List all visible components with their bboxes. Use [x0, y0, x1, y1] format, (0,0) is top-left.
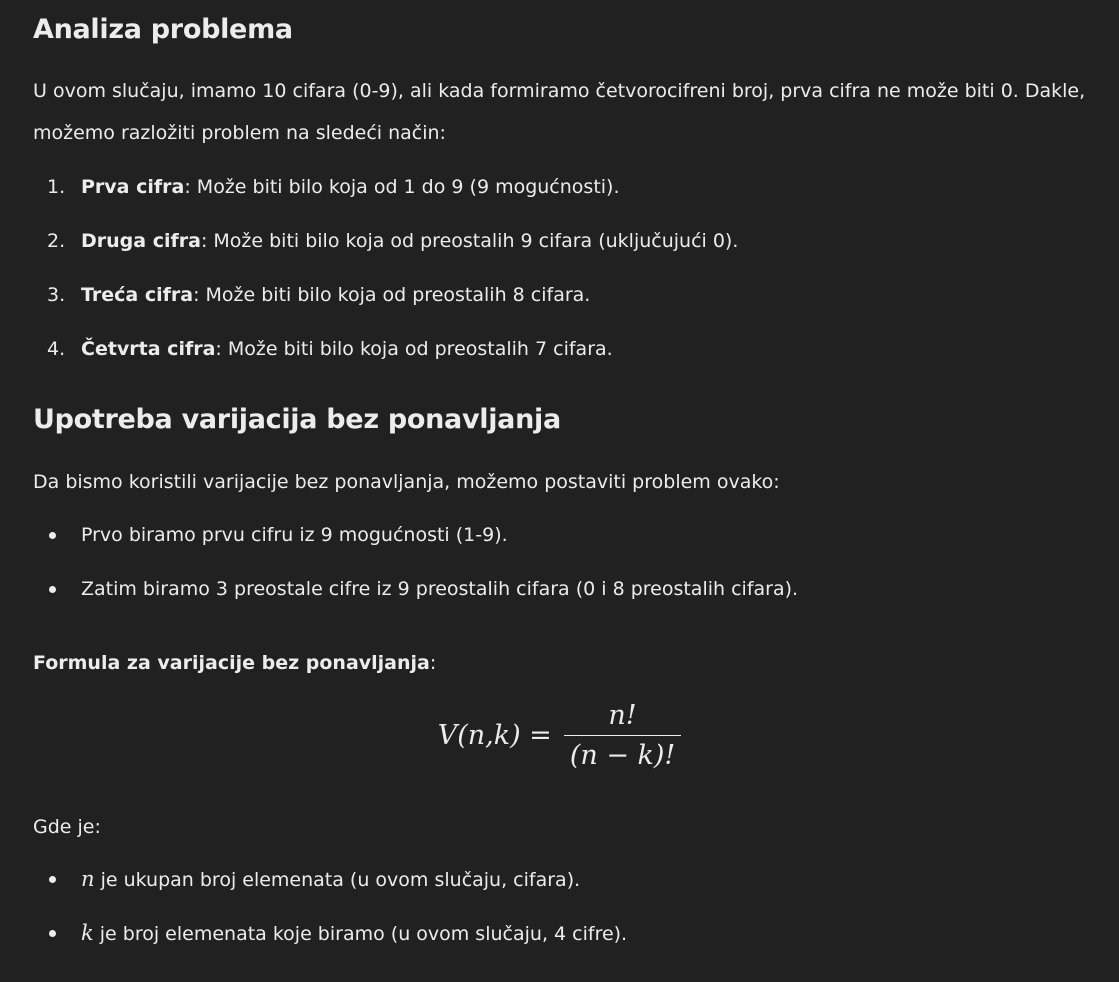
formula-fraction: [564, 700, 681, 771]
formula-lhs: V(n,k) =: [437, 720, 552, 751]
where-label: Gde je:: [33, 816, 101, 838]
definition-text: je broj elemenata koje biramo (u ovom slučaju, 4 cifre).: [93, 923, 628, 945]
section-heading-analysis: Analiza problema: [33, 14, 293, 45]
step-text: : Može biti bilo koja od preostalih 9 cifara (uključujući 0).: [200, 230, 739, 252]
formula-label-text: Formula za varijacije bez ponavljanja: [33, 652, 430, 674]
list-item: [33, 918, 1093, 972]
list-number: 4.: [47, 338, 66, 360]
list-item: [33, 280, 1093, 334]
formula-label-colon: :: [429, 652, 437, 674]
formula-block: [0, 700, 1119, 771]
step-text: : Može biti bilo koja od preostalih 8 cifara.: [193, 284, 591, 306]
step-text: : Može biti bilo koja od 1 do 9 (9 mogućnosti).: [184, 176, 620, 198]
definitions-list: [33, 864, 1093, 972]
formula-label: [33, 642, 436, 684]
step-term: Treća cifra: [81, 284, 194, 306]
formula-numerator: n!: [564, 700, 681, 736]
list-item: [33, 520, 1093, 574]
formula-denominator: (n − k)!: [569, 740, 676, 771]
steps-list: [33, 172, 1093, 388]
section-heading-variations: Upotreba varijacija bez ponavljanja: [33, 404, 561, 435]
list-number: 3.: [47, 284, 66, 306]
bullet-dot: [49, 930, 56, 937]
list-number: 2.: [47, 230, 66, 252]
bullet-list: [33, 520, 1093, 628]
list-item: [33, 574, 1093, 628]
bullet-dot: [49, 586, 56, 593]
intro-paragraph: U ovom slučaju, imamo 10 cifara (0-9), ali kada formiramo četvorocifreni broj, prva cifra ne može biti 0. Dakle, možemo razložiti problem na sledeći način:: [33, 80, 1086, 144]
bullet-dot: [49, 876, 56, 883]
step-term: Četvrta cifra: [81, 338, 216, 360]
bullet-dot: [49, 532, 56, 539]
step-term: Druga cifra: [81, 230, 201, 252]
bullet-text: Zatim biramo 3 preostale cifre iz 9 preostalih cifara (0 i 8 preostalih cifara).: [81, 578, 799, 600]
variations-intro: Da bismo koristili varijacije bez ponavljanja, možemo postaviti problem ovako:: [33, 471, 780, 493]
definition-text: je ukupan broj elemenata (u ovom slučaju, cifara).: [94, 869, 581, 891]
list-item: [33, 864, 1093, 918]
list-item: [33, 172, 1093, 226]
list-item: [33, 334, 1093, 388]
bullet-text: Prvo biramo prvu cifru iz 9 mogućnosti (1-9).: [81, 524, 508, 546]
list-item: [33, 226, 1093, 280]
variable-n: n: [81, 867, 95, 891]
step-text: : Može biti bilo koja od preostalih 7 cifara.: [215, 338, 613, 360]
list-number: 1.: [47, 176, 66, 198]
step-term: Prva cifra: [81, 176, 185, 198]
variable-k: k: [81, 921, 94, 945]
